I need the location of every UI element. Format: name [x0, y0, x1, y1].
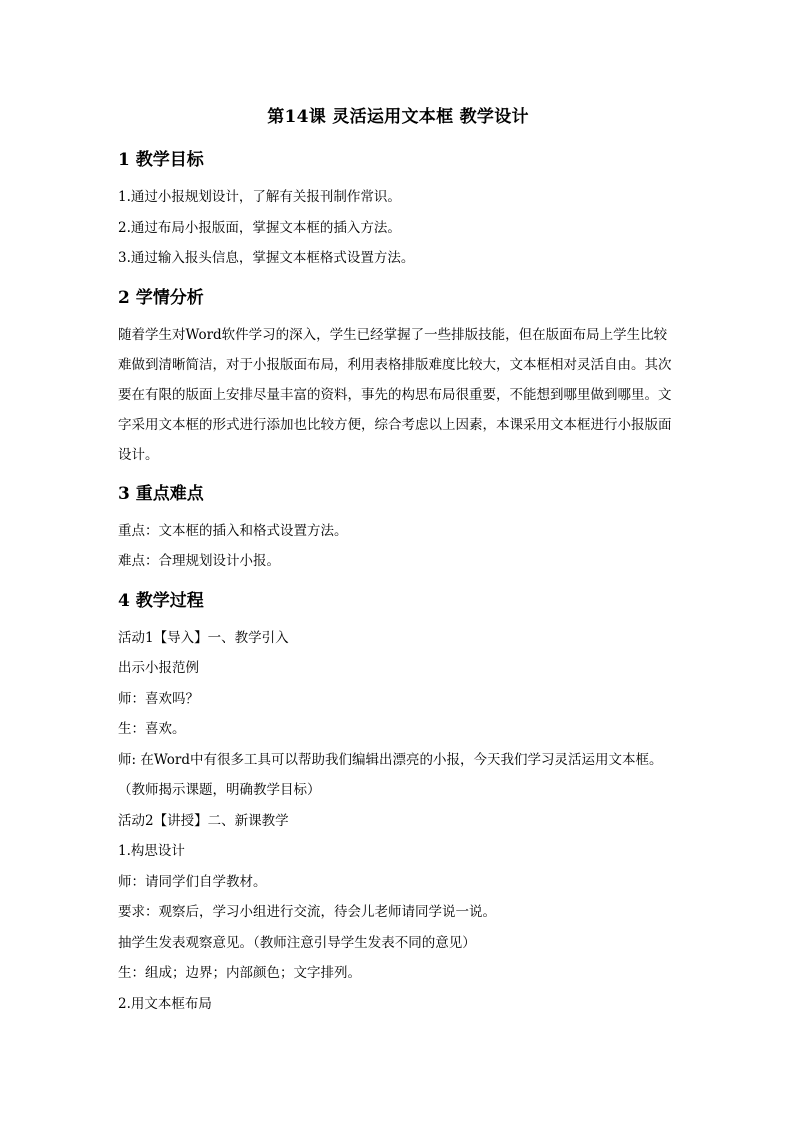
process-line-6: 活动2【讲授】二、新课教学 — [118, 812, 289, 829]
section-heading-analysis: 2 学情分析 — [118, 287, 204, 308]
objective-3: 3.通过输入报头信息，掌握文本框格式设置方法。 — [118, 250, 415, 266]
document-title: 第14课 灵活运用文本框 教学设计 — [267, 107, 529, 127]
key-point: 重点：文本框的插入和格式设置方法。 — [118, 522, 348, 539]
section-heading-process: 4 教学过程 — [118, 590, 204, 611]
process-line-4: 生：喜欢。 — [118, 721, 186, 737]
process-line-5: 师: 在Word中有很多工具可以帮助我们编辑出漂亮的小报，今天我们学习灵活运用文本框。（教师揭示课题，明确教学目标） — [118, 751, 663, 798]
section-heading-objectives: 1 教学目标 — [118, 150, 204, 170]
analysis-paragraph: 随着学生对Word软件学习的深入，学生已经掌握了一些排版技能，但在版面布局上学生比较难做到清晰简洁，对于小报版面布局，利用表格排版难度比较大，文本框相对灵活自由。其次要在有限的版面上安排尽量丰富的资料，事先的构思布局很重要，不能想到哪里做到哪里。文字采用文本框的形式进行添加也比较方便，综合考虑以上因素，本课采用文本框进行小报版面设计。 — [118, 326, 672, 463]
objective-1: 1.通过小报规划设计，了解有关报刊制作常识。 — [118, 189, 401, 205]
process-line-8: 师：请同学们自学教材。 — [118, 873, 267, 890]
document-content — [118, 104, 678, 1019]
process-line-1: 活动1【导入】一、教学引入 — [118, 629, 289, 646]
process-line-12: 2.用文本框布局 — [118, 995, 212, 1012]
process-line-9: 要求：观察后，学习小组进行交流，待会儿老师请同学说一说。 — [118, 904, 496, 920]
difficult-point: 难点：合理规划设计小报。 — [118, 553, 280, 569]
process-line-3: 师：喜欢吗？ — [118, 690, 199, 707]
process-line-10: 抽学生发表观察意见。（教师注意引导学生发表不同的意见） — [118, 934, 476, 951]
section-heading-key-points: 3 重点难点 — [118, 483, 204, 504]
process-line-11: 生：组成；边界；内部颜色；文字排列。 — [118, 965, 361, 981]
objective-2: 2.通过布局小报版面，掌握文本框的插入方法。 — [118, 219, 401, 236]
process-line-7: 1.构思设计 — [118, 843, 185, 859]
process-line-2: 出示小报范例 — [118, 660, 199, 676]
